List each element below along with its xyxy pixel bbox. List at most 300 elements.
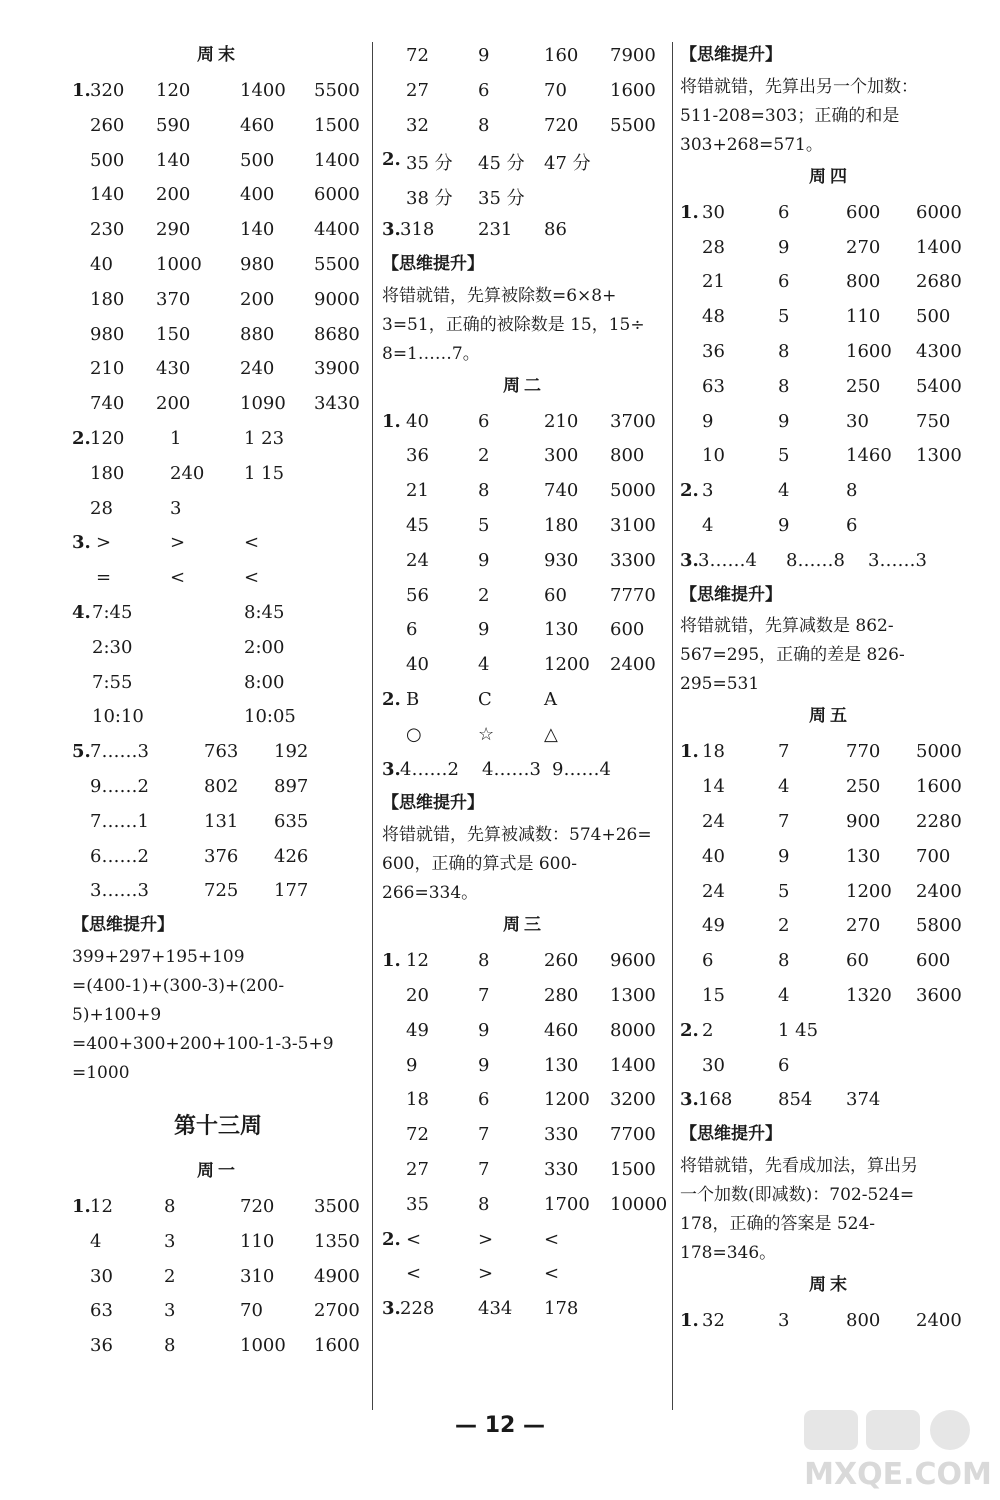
answer-cell: 8 <box>478 114 490 136</box>
answer-cell: 1200 <box>544 1089 590 1111</box>
answer-row <box>680 473 980 508</box>
answer-cell: 4 <box>778 776 790 798</box>
answer-cell: 3300 <box>610 549 656 571</box>
answer-cell: 63 <box>90 1300 113 1322</box>
answer-cell: 280 <box>544 984 579 1006</box>
answer-row <box>72 734 364 769</box>
answer-cell: △ <box>544 723 558 745</box>
answer-cell: 9 <box>702 410 714 432</box>
answer-cell: 8680 <box>314 323 360 345</box>
answer-cell: 180 <box>544 514 579 536</box>
answer-row <box>382 578 666 613</box>
answer-cell: 10:05 <box>244 706 296 728</box>
section-heading: 周末 <box>809 1274 851 1295</box>
answer-cell: 260 <box>544 950 579 972</box>
question-number: 3. <box>680 549 699 571</box>
answer-row <box>382 1187 666 1222</box>
answer-cell: 270 <box>846 915 881 937</box>
answer-cell: 72 <box>406 45 429 66</box>
answer-cell: 9 <box>478 1019 490 1041</box>
question-number: 3. <box>680 1089 699 1111</box>
answer-cell: 6000 <box>916 201 962 223</box>
answer-cell: 24 <box>406 549 429 571</box>
answer-cell: 800 <box>846 1309 881 1331</box>
answer-cell: 7700 <box>610 1124 656 1146</box>
answer-row <box>382 1048 666 1083</box>
answer-cell: < <box>406 1263 422 1285</box>
answer-cell: 4 <box>778 480 790 502</box>
answer-cell: 8:00 <box>244 671 285 693</box>
answer-cell: 434 <box>478 1298 513 1320</box>
answer-row <box>382 543 666 578</box>
answer-cell: 400 <box>240 184 275 206</box>
answer-cell: 70 <box>240 1300 263 1322</box>
answer-cell: 30 <box>702 1054 725 1076</box>
question-number: 3. <box>382 758 401 780</box>
answer-cell: 8000 <box>610 1019 656 1041</box>
watermark-badge <box>804 1410 858 1450</box>
answer-row <box>680 1082 980 1117</box>
answer-cell: 120 <box>156 80 191 101</box>
answer-cell: 310 <box>240 1265 275 1287</box>
answer-row <box>382 1291 666 1326</box>
answer-cell: 430 <box>156 358 191 380</box>
answer-cell: 1500 <box>314 114 360 136</box>
answer-row <box>382 717 666 752</box>
answer-cell: 8 <box>478 480 490 502</box>
answer-cell: 3900 <box>314 358 360 380</box>
answer-cell: 1400 <box>610 1054 656 1076</box>
answer-cell: 6000 <box>314 184 360 206</box>
answer-cell: 9 <box>778 410 790 432</box>
answer-cell: < <box>170 567 186 589</box>
answer-cell: 40 <box>702 845 725 867</box>
answer-cell: 36 <box>702 340 725 362</box>
answer-cell: 49 <box>702 915 725 937</box>
answer-cell: 8 <box>778 340 790 362</box>
answer-cell: 8 <box>478 950 490 972</box>
answer-cell: 160 <box>544 45 579 66</box>
answer-row <box>382 1082 666 1117</box>
answer-row <box>72 699 364 734</box>
answer-row <box>382 943 666 978</box>
question-number: 1. <box>382 950 401 972</box>
answer-cell: > <box>478 1263 494 1285</box>
answer-row <box>72 665 364 700</box>
answer-cell: 12 <box>90 1195 113 1217</box>
answer-cell: 270 <box>846 236 881 258</box>
answer-row <box>680 438 980 473</box>
answer-cell: 2400 <box>916 880 962 902</box>
answer-cell: = <box>96 567 112 589</box>
answer-row <box>680 334 980 369</box>
answer-cell: 3 <box>702 480 714 502</box>
answer-cell: 8 <box>846 480 858 502</box>
answer-cell: 980 <box>90 323 125 345</box>
answer-cell: 12 <box>406 950 429 972</box>
answer-cell: 200 <box>240 288 275 310</box>
answer-cell: 9 <box>478 1054 490 1076</box>
column-divider <box>672 42 673 1410</box>
answer-cell: 500 <box>916 306 951 328</box>
answer-cell: 7770 <box>610 584 656 606</box>
answer-cell: 7:55 <box>92 671 133 693</box>
explanation-line: 将错就错，先算出另一个加数： <box>680 76 918 97</box>
answer-cell: 635 <box>274 810 309 832</box>
answer-cell: 763 <box>204 741 239 763</box>
answer-cell: 880 <box>240 323 275 345</box>
answer-cell: 6 <box>406 619 418 641</box>
answer-cell: 28 <box>702 236 725 258</box>
answer-cell: 140 <box>240 219 275 241</box>
answer-cell: 7 <box>778 810 790 832</box>
answer-cell: 1300 <box>610 984 656 1006</box>
question-number: 2. <box>382 149 401 171</box>
answer-cell: 110 <box>240 1230 275 1252</box>
question-number: 2. <box>382 688 401 710</box>
answer-cell: 14 <box>702 776 725 798</box>
answer-row <box>382 978 666 1013</box>
question-number: 1. <box>680 1309 699 1331</box>
explanation-text <box>680 1152 980 1268</box>
answer-cell: 3 <box>778 1309 790 1331</box>
answer-cell: < <box>544 1263 560 1285</box>
answer-cell: 60 <box>544 584 567 606</box>
watermark-text: MXQE.COM <box>804 1457 992 1492</box>
answer-cell: 5 <box>778 880 790 902</box>
answer-cell: 374 <box>846 1089 881 1111</box>
answer-cell: 4300 <box>916 340 962 362</box>
answer-cell: 177 <box>274 880 309 902</box>
question-number: 2. <box>680 1019 699 1041</box>
explanation-line: =400+300+200+100-1-3-5+9 <box>72 1033 334 1054</box>
answer-row <box>72 421 364 456</box>
answer-cell: 32 <box>406 114 429 136</box>
answer-cell: 10000 <box>610 1193 668 1215</box>
answer-cell: 2 <box>478 445 490 467</box>
answer-cell: 140 <box>90 184 125 206</box>
answer-cell: 60 <box>846 950 869 972</box>
answer-cell: 1200 <box>846 880 892 902</box>
answer-cell: 4……2 <box>400 758 459 780</box>
answer-cell: 4 <box>90 1230 102 1252</box>
answer-cell: 1600 <box>916 776 962 798</box>
answer-cell: 24 <box>702 880 725 902</box>
answer-cell: 7 <box>478 984 490 1006</box>
answer-cell: 600 <box>916 950 951 972</box>
watermark-logo <box>800 1408 995 1494</box>
answer-cell: 2:30 <box>92 636 133 658</box>
answer-cell: 7……3 <box>90 741 149 763</box>
answer-cell: 900 <box>846 810 881 832</box>
answer-cell: 3……3 <box>90 880 149 902</box>
answer-cell: ○ <box>406 723 422 745</box>
answer-cell: 802 <box>204 775 239 797</box>
answer-cell: 192 <box>274 741 309 763</box>
answer-cell: 2 <box>702 1019 714 1041</box>
answer-cell: 27 <box>406 1158 429 1180</box>
answer-cell: 130 <box>846 845 881 867</box>
answer-cell: < <box>244 532 260 554</box>
answer-row <box>680 299 980 334</box>
answer-cell: 720 <box>240 1195 275 1217</box>
answer-cell: 290 <box>156 219 191 241</box>
answer-cell: 1090 <box>240 393 286 415</box>
answer-cell: 1300 <box>916 445 962 467</box>
answer-cell: 1400 <box>240 80 286 101</box>
answer-cell: 1200 <box>544 654 590 676</box>
answer-cell: 10 <box>702 445 725 467</box>
thinking-tag: 【思维提升】 <box>680 1124 782 1145</box>
answer-row <box>382 404 666 439</box>
answer-cell: 24 <box>702 810 725 832</box>
answer-row <box>680 978 980 1013</box>
answer-cell: 3……3 <box>868 549 927 571</box>
answer-row <box>680 804 980 839</box>
answer-cell: 36 <box>90 1335 113 1357</box>
answer-cell: 8……8 <box>786 549 845 571</box>
answer-cell: < <box>244 567 260 589</box>
answer-cell: 1350 <box>314 1230 360 1252</box>
answer-cell: 9……4 <box>552 758 611 780</box>
explanation-text <box>680 73 980 160</box>
answer-cell: 700 <box>916 845 951 867</box>
answer-row <box>72 839 364 874</box>
answer-cell: 3 <box>170 497 182 519</box>
thinking-tag: 【思维提升】 <box>382 253 484 274</box>
answer-cell: 6 <box>478 1089 490 1111</box>
answer-row <box>382 177 666 212</box>
answer-cell: 1 23 <box>244 427 285 449</box>
answer-cell: 500 <box>240 149 275 171</box>
answer-cell: 21 <box>702 271 725 293</box>
answer-cell: 110 <box>846 306 881 328</box>
answer-cell: 49 <box>406 1019 429 1041</box>
answer-cell: 6……2 <box>90 845 149 867</box>
answer-cell: 3500 <box>314 1195 360 1217</box>
answer-cell: 5 <box>778 445 790 467</box>
explanation-line: 295=531 <box>680 674 760 695</box>
explanation-line: 3=51，正确的被除数是 15，15÷ <box>382 314 645 335</box>
answer-row <box>72 491 364 526</box>
answer-row <box>382 73 666 108</box>
answer-row <box>72 560 364 595</box>
answer-row <box>680 943 980 978</box>
answer-cell: 2 <box>478 584 490 606</box>
answer-cell: 5000 <box>916 741 962 763</box>
question-number: 1. <box>72 1195 91 1217</box>
answer-cell: 130 <box>544 619 579 641</box>
answer-cell: 140 <box>156 149 191 171</box>
answer-row <box>680 543 980 578</box>
answer-cell: 40 <box>90 253 113 275</box>
answer-cell: A <box>544 688 557 710</box>
answer-cell: 3100 <box>610 514 656 536</box>
explanation-line: 511-208=303；正确的和是 <box>680 105 900 126</box>
question-number: 2. <box>382 1228 401 1250</box>
explanation-text <box>382 282 666 369</box>
answer-cell: 260 <box>90 114 125 136</box>
answer-cell: 70 <box>544 79 567 101</box>
answer-cell: 3600 <box>916 984 962 1006</box>
answer-row <box>680 369 980 404</box>
answer-row <box>382 473 666 508</box>
answer-cell: 5800 <box>916 915 962 937</box>
answer-cell: 460 <box>240 114 275 136</box>
answer-cell: 32 <box>702 1309 725 1331</box>
answer-row <box>72 1224 364 1259</box>
answer-cell: 6 <box>846 514 858 536</box>
question-number: 3. <box>72 532 91 554</box>
answer-cell: 35 分 <box>478 188 525 210</box>
answer-column-3 <box>680 38 980 1338</box>
answer-row <box>72 143 364 178</box>
answer-cell: 180 <box>90 288 125 310</box>
section-heading: 第十三周 <box>173 1113 262 1139</box>
answer-cell: 5000 <box>610 480 656 502</box>
explanation-line: 将错就错，先算被减数：574+26= <box>382 825 652 846</box>
answer-cell: 250 <box>846 375 881 397</box>
section-heading: 周二 <box>503 375 545 396</box>
answer-cell: 28 <box>90 497 113 519</box>
answer-cell: < <box>544 1228 560 1250</box>
answer-cell: 9 <box>478 549 490 571</box>
answer-cell: 3 <box>164 1300 176 1322</box>
section-heading: 周四 <box>809 166 851 187</box>
thinking-tag: 【思维提升】 <box>680 584 782 605</box>
question-number: 2. <box>72 427 91 449</box>
answer-column-1 <box>72 38 364 1363</box>
answer-cell: 740 <box>544 480 579 502</box>
answer-cell: 3430 <box>314 393 360 415</box>
answer-cell: 2280 <box>916 810 962 832</box>
answer-cell: 38 分 <box>406 188 453 210</box>
question-number: 5. <box>72 741 91 763</box>
question-number: 2. <box>680 480 699 502</box>
answer-cell: 200 <box>156 393 191 415</box>
answer-row <box>72 1328 364 1363</box>
answer-cell: 3200 <box>610 1089 656 1111</box>
question-number: 3. <box>382 218 401 240</box>
answer-cell: 240 <box>240 358 275 380</box>
question-number: 4. <box>72 601 91 623</box>
answer-cell: 72 <box>406 1124 429 1146</box>
answer-cell: 2680 <box>916 271 962 293</box>
answer-row <box>72 317 364 352</box>
answer-cell: 9000 <box>314 288 360 310</box>
answer-cell: ☆ <box>478 723 495 745</box>
question-number: 1. <box>680 741 699 763</box>
answer-row <box>72 1259 364 1294</box>
thinking-tag: 【思维提升】 <box>382 793 484 814</box>
answer-cell: 897 <box>274 775 309 797</box>
answer-cell: 30 <box>846 410 869 432</box>
answer-cell: 9600 <box>610 950 656 972</box>
answer-cell: 330 <box>544 1124 579 1146</box>
answer-cell: 35 分 <box>406 153 453 175</box>
answer-row <box>72 212 364 247</box>
answer-cell: 7 <box>778 741 790 763</box>
question-number: 1. <box>382 410 401 432</box>
explanation-line: 399+297+195+109 <box>72 946 245 967</box>
section-heading: 周一 <box>197 1160 239 1181</box>
answer-cell: 1700 <box>544 1193 590 1215</box>
answer-cell: 318 <box>400 218 435 240</box>
answer-row <box>382 1117 666 1152</box>
answer-cell: 320 <box>90 80 125 101</box>
answer-cell: 20 <box>406 984 429 1006</box>
answer-row <box>680 908 980 943</box>
answer-row <box>72 804 364 839</box>
answer-cell: 130 <box>544 1054 579 1076</box>
answer-cell: 1000 <box>156 253 202 275</box>
answer-row <box>382 108 666 143</box>
answer-row <box>382 142 666 177</box>
column-divider <box>372 42 373 1410</box>
answer-cell: 56 <box>406 584 429 606</box>
answer-cell: 370 <box>156 288 191 310</box>
answer-cell: > <box>478 1228 494 1250</box>
explanation-line: 将错就错，先看成加法，算出另 <box>680 1155 918 1176</box>
answer-row <box>72 351 364 386</box>
explanation-line: 一个加数(即减数)：702-524= <box>680 1184 915 1205</box>
explanation-text <box>382 821 666 908</box>
answer-cell: 7900 <box>610 45 656 66</box>
answer-cell: 231 <box>478 218 513 240</box>
answer-cell: 8 <box>778 950 790 972</box>
explanation-line: 8=1……7。 <box>382 343 480 364</box>
section-heading: 周末 <box>197 45 239 65</box>
answer-cell: < <box>406 1228 422 1250</box>
explanation-line: 将错就错，先算减数是 862- <box>680 616 894 637</box>
question-number: 1. <box>680 201 699 223</box>
answer-cell: 6 <box>702 950 714 972</box>
answer-cell: 1 <box>170 427 182 449</box>
answer-row <box>382 1222 666 1257</box>
answer-cell: 30 <box>702 201 725 223</box>
answer-cell: 8:45 <box>244 601 285 623</box>
answer-cell: 7 <box>478 1158 490 1180</box>
answer-cell: C <box>478 688 492 710</box>
answer-cell: 27 <box>406 79 429 101</box>
answer-row <box>680 734 980 769</box>
thinking-tag: 【思维提升】 <box>72 915 174 936</box>
explanation-text <box>680 612 980 699</box>
answer-cell: 1 15 <box>244 462 285 484</box>
answer-row <box>382 752 666 787</box>
answer-cell: 600 <box>610 619 645 641</box>
answer-cell: 7 <box>478 1124 490 1146</box>
answer-cell: 9 <box>478 619 490 641</box>
question-number: 1. <box>72 80 91 101</box>
answer-cell: 500 <box>90 149 125 171</box>
answer-cell: 180 <box>90 462 125 484</box>
explanation-line: 567=295，正确的差是 826- <box>680 645 905 666</box>
answer-cell: 800 <box>610 445 645 467</box>
answer-cell: 6 <box>478 410 490 432</box>
answer-cell: 4 <box>702 514 714 536</box>
answer-cell: 725 <box>204 880 239 902</box>
answer-row <box>382 1152 666 1187</box>
answer-row <box>72 247 364 282</box>
answer-row <box>72 630 364 665</box>
answer-cell: 1600 <box>314 1335 360 1357</box>
answer-row <box>680 874 980 909</box>
answer-cell: 3 <box>164 1230 176 1252</box>
answer-cell: 4900 <box>314 1265 360 1287</box>
answer-cell: 9 <box>778 514 790 536</box>
explanation-line: 266=334。 <box>382 883 479 904</box>
